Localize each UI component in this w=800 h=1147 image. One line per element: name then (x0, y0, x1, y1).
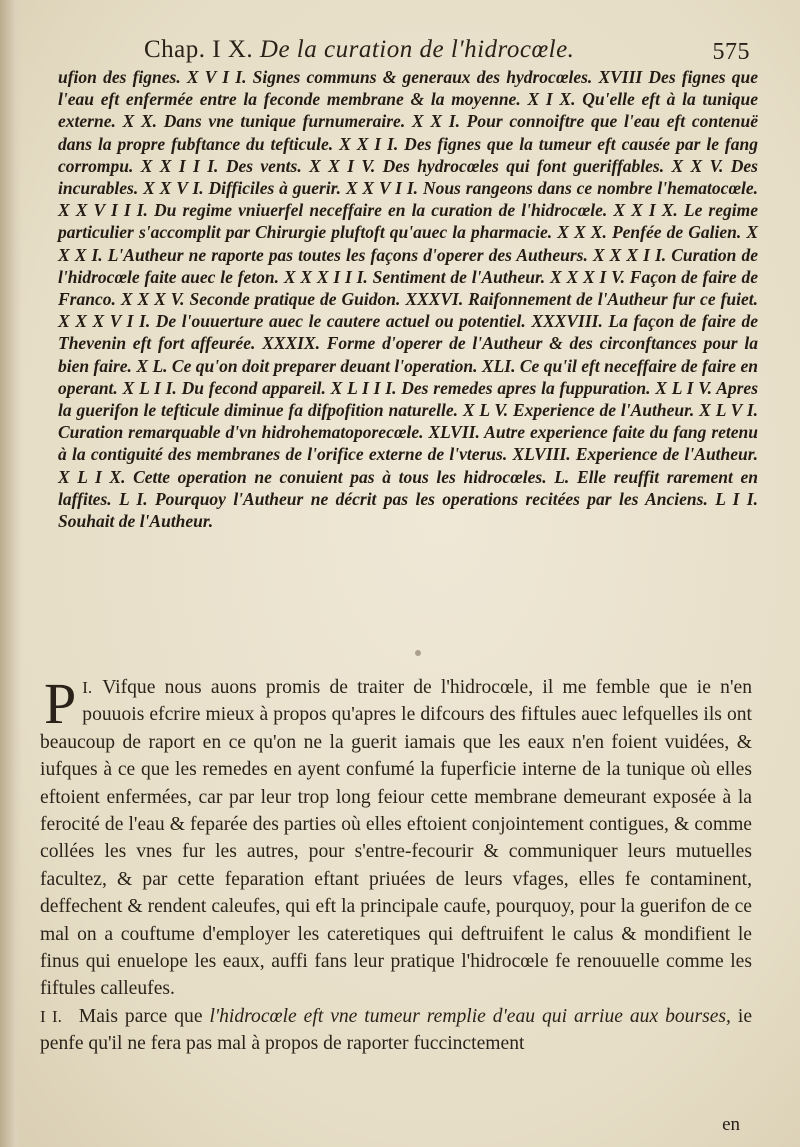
paragraph-1 (40, 671, 752, 1003)
chapter-number: Chap. I X. (144, 36, 254, 63)
paragraph-marker: I. (82, 678, 93, 697)
ink-spot (415, 650, 421, 656)
drop-capital: P (44, 671, 77, 736)
paragraph-marker: I I. (40, 1006, 62, 1026)
paragraph-2-text-before: Mais parce que (78, 1005, 203, 1027)
chapter-summary: ufion des fignes. X V I I. Signes communs & generaux des hydrocœles. XVIII Des fignes que l'eau eft enfermée entre la feconde membrane & la moyenne. X I X. Qu'elle eft à la tunique externe. X X. Dans vne tunique furnumeraire. X X I. Pour connoiftre que l'eau eft contenuë dans la propre fubftance du tefticule. X X I I. Des fignes que la tumeur eft causée par le fang corrompu. X X I I I. Des vents. X X I V. Des hydrocœles qui font gueriffables. X X V. Des incurables. X X V I. Difficiles à guerir. X X V I I. Nous rangeons dans ce nombre l'hematocœle. X X V I I I. Du regime vniuerfel neceffaire en la curation de l'hidrocœle. X X I X. Le regime particulier s'accomplit par Chirurgie pluftoft qu'auec la pharmacie. X X X. Penfée de Galien. X X X I. L'Autheur ne raporte pas toutes les façons d'operer des Autheurs. X X X I I. Curation de l'hidrocœle faite auec le feton. X X X I I I. Sentiment de l'Autheur. X X X I V. Façon de faire de Franco. X X X V. Seconde pratique de Guidon. XXXVI. Raifonnement de l'Autheur fur ce fuiet. X X X V I I. De l'ouuerture auec le cautere actuel ou potentiel. XXXVIII. La façon de faire de Thevenin eft fort affeurée. XXXIX. Forme d'operer de l'Autheur & des circonftances pour la bien faire. X L. Ce qu'on doit preparer deuant l'operation. XLI. Ce qu'il eft neceffaire de faire en operant. X L I I. Du fecond appareil. X L I I I. Des remedes apres la fuppuration. X L I V. Apres la guerifon le tefticule diminue fa difpofition naturelle. X L V. Experience de l'Autheur. X L V I. Curation remarquable d'vn hidrohematoporecœle. XLVII. Autre experience faite du fang retenu à la contiguité des membranes de l'orifice externe de l'vterus. XLVIII. Experience de l'Autheur. X L I X. Cette operation ne conuient pas à tous les hidrocœles. L. Elle reuffit rarement en laffites. L I. Pourquoy l'Autheur ne décrit pas les operations recitées par les Anciens. L I I. Souhait de l'Autheur. (58, 67, 758, 532)
paragraph-2-italic: l'hidrocœle eft vne tumeur remplie d'eau qui arriue aux bourses, (209, 1005, 731, 1027)
chapter-heading (144, 30, 574, 70)
paragraph-1-text: Vifque nous auons promis de traiter de l'hidrocœle, il me femble que ie n'en pouuois efcrire mieux à propos qu'apres le difcours des fiftules auec lefquelles ils ont beaucoup de raport en ce qu'on ne la guerit iamais que les eaux n'en foient vuidées, & iufques à ce que les remedes en ayent confumé la fuperficie interne de la tunique où elles eftoient enfermées, car par leur trop long feiour cette membrane demeurant exposée à la ferocité de l'eau & feparée des parties où elles eftoient conjointement contigues, & comme collées les vnes fur les autres, pour s'entre-fecourir & communiquer leurs mutuelles facultez, & par cette feparation eftant priuées de leurs vfages, elles fe contaminent, deffechent & rendent caleufes, qui eft la principale caufe, pourquoy, pour la guerifon de ce mal on a couftume d'employer les cateretiques qui deftruifent le calus & mondifient le finus qui enuelope les eaux, auffi fans leur pratique l'hidrocœle fe renouuelle comme les fiftules calleufes. (40, 677, 752, 1000)
paragraph-2-text-after: ie penfe qu'il ne fera pas mal à propos de raporter fuccinctement (40, 1005, 753, 1055)
page-number: 575 (712, 39, 750, 65)
page-gutter (0, 0, 22, 1147)
chapter-title: De la curation de l'hidrocœle. (259, 36, 575, 63)
catchword: en (722, 1114, 740, 1135)
paragraph-2 (40, 1003, 752, 1058)
main-text (40, 671, 753, 1058)
running-header (60, 28, 750, 68)
